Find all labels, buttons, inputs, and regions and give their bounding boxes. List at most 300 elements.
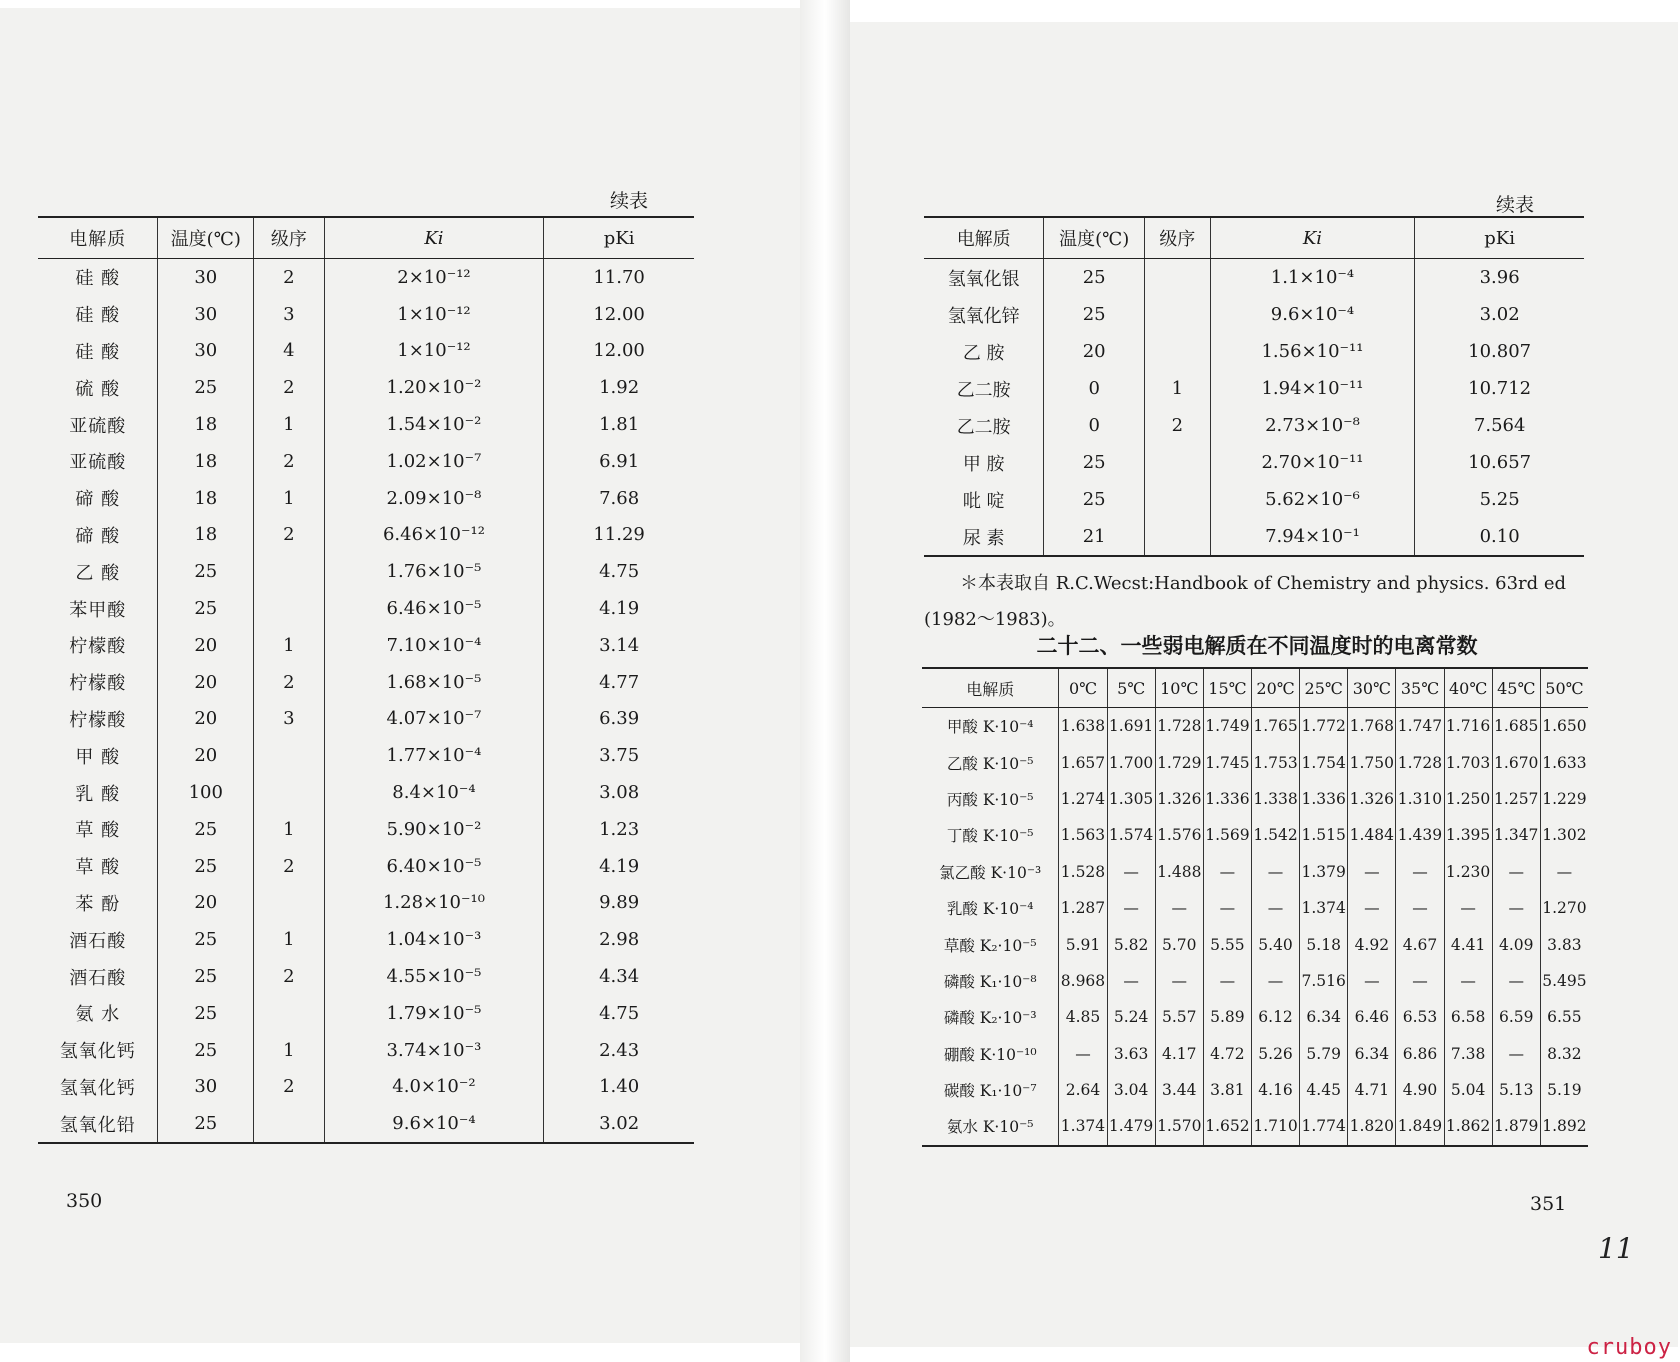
order-cell: [1145, 518, 1211, 556]
order-cell: 2: [254, 443, 325, 480]
electrolyte-cell: 硅 酸: [75, 341, 121, 363]
pki-cell: 7.564: [1415, 407, 1584, 444]
ki-cell: 2.73×10⁻⁸: [1210, 407, 1415, 444]
order-cell: 1: [254, 406, 325, 443]
book-spine: [800, 0, 850, 1362]
constant-cell: 1.230: [1444, 854, 1492, 890]
pki-cell: 4.77: [544, 664, 694, 701]
constant-cell: 5.24: [1107, 999, 1155, 1035]
table-row: [38, 848, 694, 885]
temperature-cell: 30: [158, 1069, 254, 1106]
electrolyte-cell: 乙二胺: [956, 416, 1011, 438]
header-order: 级序: [254, 217, 325, 259]
pki-cell: 3.08: [544, 774, 694, 811]
constant-cell: 1.750: [1348, 744, 1396, 780]
constant-cell: —: [1492, 854, 1540, 890]
electrolyte-cell: 亚硫酸: [69, 415, 127, 437]
temperature-cell: 20: [158, 737, 254, 774]
order-cell: [1145, 444, 1211, 481]
constant-cell: 5.495: [1540, 963, 1588, 999]
pki-cell: 10.712: [1415, 370, 1584, 407]
table-row: [924, 481, 1584, 518]
constant-cell: 1.862: [1444, 1108, 1492, 1145]
electrolyte-cell: 磷酸 K₂·10⁻³: [943, 1009, 1037, 1028]
order-cell: [254, 1105, 325, 1143]
constant-cell: 3.81: [1203, 1072, 1251, 1108]
constant-cell: —: [1251, 963, 1299, 999]
constant-cell: 1.728: [1396, 744, 1444, 780]
constant-cell: 1.768: [1348, 708, 1396, 745]
header-temperature-column: 40℃: [1444, 668, 1492, 708]
left-continued-label: 续表: [610, 190, 649, 212]
order-cell: [254, 553, 325, 590]
constant-cell: 1.336: [1203, 781, 1251, 817]
constant-cell: —: [1444, 963, 1492, 999]
constant-cell: —: [1251, 854, 1299, 890]
electrolyte-cell: 硼酸 K·10⁻¹⁰: [943, 1045, 1037, 1064]
constant-cell: 1.563: [1059, 817, 1107, 853]
constant-cell: 1.745: [1203, 744, 1251, 780]
constant-cell: 1.765: [1251, 708, 1299, 745]
pki-cell: 12.00: [544, 296, 694, 333]
order-cell: 1: [254, 921, 325, 958]
temperature-cell: 25: [158, 590, 254, 627]
electrolyte-cell: 乳 酸: [75, 783, 121, 805]
temperature-cell: 20: [1044, 333, 1145, 370]
temperature-cell: 20: [158, 627, 254, 664]
left-page-number: 350: [66, 1190, 103, 1212]
constant-cell: 1.749: [1203, 708, 1251, 745]
ki-cell: 1.76×10⁻⁵: [324, 553, 544, 590]
table-row: [922, 708, 1588, 745]
pki-cell: 4.75: [544, 553, 694, 590]
table-row: [924, 407, 1584, 444]
constant-cell: 1.302: [1540, 817, 1588, 853]
table-row: [924, 444, 1584, 481]
order-cell: [254, 590, 325, 627]
electrolyte-cell: 乙二胺: [956, 379, 1011, 401]
constant-cell: 6.53: [1396, 999, 1444, 1035]
constant-cell: —: [1396, 963, 1444, 999]
constant-cell: 1.439: [1396, 817, 1444, 853]
ki-cell: 2×10⁻¹²: [324, 259, 544, 296]
constant-cell: —: [1107, 890, 1155, 926]
table-row: [922, 963, 1588, 999]
temperature-cell: 18: [158, 443, 254, 480]
pki-cell: 1.23: [544, 811, 694, 848]
temperature-cell: 25: [158, 848, 254, 885]
order-cell: 2: [254, 848, 325, 885]
electrolyte-cell: 碳酸 K₁·10⁻⁷: [943, 1082, 1037, 1101]
temperature-cell: 100: [158, 774, 254, 811]
constant-cell: 5.57: [1155, 999, 1203, 1035]
order-cell: 1: [254, 480, 325, 517]
constant-cell: 1.710: [1251, 1108, 1299, 1145]
table-row: [38, 1032, 694, 1069]
constant-cell: 4.41: [1444, 926, 1492, 962]
temperature-cell: 25: [158, 369, 254, 406]
constant-cell: 1.479: [1107, 1108, 1155, 1145]
header-order: 级序: [1145, 217, 1211, 259]
order-cell: 1: [254, 1032, 325, 1069]
header-temperature-column: 50℃: [1540, 668, 1588, 708]
table-row: [38, 958, 694, 995]
header-temperature-column: 5℃: [1107, 668, 1155, 708]
pki-cell: 4.75: [544, 995, 694, 1032]
temperature-cell: 25: [158, 921, 254, 958]
constant-cell: 4.67: [1396, 926, 1444, 962]
electrolyte-cell: 氯乙酸 K·10⁻³: [939, 863, 1042, 882]
ki-cell: 1.02×10⁻⁷: [324, 443, 544, 480]
electrolyte-cell: 乙 酸: [75, 562, 121, 584]
temperature-cell: 25: [158, 958, 254, 995]
ki-cell: 7.94×10⁻¹: [1210, 518, 1415, 556]
constant-cell: 1.374: [1300, 890, 1348, 926]
electrolyte-cell: 乙 胺: [962, 342, 1005, 364]
constant-cell: —: [1396, 854, 1444, 890]
pki-cell: 6.91: [544, 443, 694, 480]
order-cell: [1145, 481, 1211, 518]
constant-cell: 6.46: [1348, 999, 1396, 1035]
constant-cell: 1.728: [1155, 708, 1203, 745]
constant-cell: 1.395: [1444, 817, 1492, 853]
right-table-header: [924, 217, 1584, 259]
header-temperature-column: 30℃: [1348, 668, 1396, 708]
order-cell: [1145, 259, 1211, 297]
constant-cell: —: [1540, 854, 1588, 890]
pki-cell: 12.00: [544, 333, 694, 370]
electrolyte-cell: 尿 素: [962, 527, 1005, 549]
electrolyte-cell: 柠檬酸: [69, 673, 127, 695]
electrolyte-cell: 氢氧化锌: [947, 305, 1020, 327]
table-row: [922, 999, 1588, 1035]
table-row: [922, 1072, 1588, 1108]
constant-cell: 5.18: [1300, 926, 1348, 962]
ki-cell: 1.04×10⁻³: [324, 921, 544, 958]
constant-cell: 1.250: [1444, 781, 1492, 817]
constant-cell: —: [1155, 890, 1203, 926]
constant-cell: —: [1107, 854, 1155, 890]
electrolyte-cell: 草酸 K₂·10⁻⁵: [943, 936, 1037, 955]
constant-cell: 1.774: [1300, 1108, 1348, 1145]
electrolyte-cell: 硅 酸: [75, 305, 121, 327]
pki-cell: 3.75: [544, 737, 694, 774]
pki-cell: 10.807: [1415, 333, 1584, 370]
constant-cell: 1.374: [1059, 1108, 1107, 1145]
constant-cell: 5.70: [1155, 926, 1203, 962]
ki-cell: 4.07×10⁻⁷: [324, 701, 544, 738]
electrolyte-cell: 氢氧化银: [947, 268, 1020, 290]
constant-cell: 5.89: [1203, 999, 1251, 1035]
constant-cell: —: [1203, 963, 1251, 999]
electrolyte-cell: 酒石酸: [69, 967, 127, 989]
order-cell: 2: [254, 517, 325, 554]
temperature-cell: 25: [1044, 444, 1145, 481]
header-temperature-column: 45℃: [1492, 668, 1540, 708]
header-temperature: 温度(℃): [1044, 217, 1145, 259]
constant-cell: 3.44: [1155, 1072, 1203, 1108]
constant-cell: 1.670: [1492, 744, 1540, 780]
ki-cell: 5.90×10⁻²: [324, 811, 544, 848]
pki-cell: 3.02: [544, 1105, 694, 1143]
ki-cell: 1×10⁻¹²: [324, 333, 544, 370]
constant-cell: —: [1492, 890, 1540, 926]
table-row: [38, 811, 694, 848]
header-electrolyte: 电解质: [922, 668, 1059, 708]
pki-cell: 6.39: [544, 701, 694, 738]
constant-cell: 4.71: [1348, 1072, 1396, 1108]
pki-cell: 2.43: [544, 1032, 694, 1069]
electrolyte-cell: 磷酸 K₁·10⁻⁸: [943, 972, 1037, 991]
temperature-cell: 25: [158, 1032, 254, 1069]
order-cell: 3: [254, 701, 325, 738]
constant-cell: 7.38: [1444, 1036, 1492, 1072]
constant-cell: 5.26: [1251, 1036, 1299, 1072]
ki-cell: 7.10×10⁻⁴: [324, 627, 544, 664]
electrolyte-cell: 碲 酸: [75, 525, 121, 547]
pki-cell: 0.10: [1415, 518, 1584, 556]
constant-cell: 1.515: [1300, 817, 1348, 853]
constant-cell: 3.83: [1540, 926, 1588, 962]
pki-cell: 4.19: [544, 590, 694, 627]
left-table-header: [38, 217, 694, 259]
table-row: [38, 443, 694, 480]
temperature-cell: 25: [1044, 296, 1145, 333]
ki-cell: 6.46×10⁻⁵: [324, 590, 544, 627]
table-row: [38, 1105, 694, 1143]
temperature-cell: 25: [158, 553, 254, 590]
constant-cell: 3.63: [1107, 1036, 1155, 1072]
electrolyte-cell: 甲酸 K·10⁻⁴: [946, 718, 1034, 737]
left-ionization-table: [38, 216, 694, 1144]
table-row: [38, 517, 694, 554]
temperature-cell: 25: [158, 1105, 254, 1143]
temperature-cell: 30: [158, 259, 254, 296]
order-cell: [1145, 296, 1211, 333]
right-ionization-table: [924, 216, 1584, 557]
constant-cell: 1.274: [1059, 781, 1107, 817]
constant-cell: 1.691: [1107, 708, 1155, 745]
watermark: cruboy: [1586, 1335, 1672, 1360]
electrolyte-cell: 氢氧化钙: [59, 1041, 136, 1063]
table-row: [38, 627, 694, 664]
constant-cell: 1.379: [1300, 854, 1348, 890]
temperature-cell: 21: [1044, 518, 1145, 556]
constant-cell: —: [1155, 963, 1203, 999]
header-temperature-column: 25℃: [1300, 668, 1348, 708]
constant-cell: 1.569: [1203, 817, 1251, 853]
constant-cell: —: [1203, 890, 1251, 926]
temperature-constants-table: [922, 667, 1588, 1147]
temperature-cell: 20: [158, 701, 254, 738]
constant-cell: 1.257: [1492, 781, 1540, 817]
ki-cell: 6.46×10⁻¹²: [324, 517, 544, 554]
pki-cell: 3.96: [1415, 259, 1584, 297]
electrolyte-cell: 草 酸: [75, 857, 121, 879]
pki-cell: 3.02: [1415, 296, 1584, 333]
table-row: [38, 406, 694, 443]
electrolyte-cell: 氢氧化钙: [59, 1077, 136, 1099]
constant-cell: 3.04: [1107, 1072, 1155, 1108]
handwritten-mark: 11: [1598, 1232, 1634, 1265]
header-electrolyte: 电解质: [38, 217, 158, 259]
table-row: [922, 744, 1588, 780]
electrolyte-cell: 甲 酸: [75, 746, 121, 768]
table-row: [922, 781, 1588, 817]
table-row: [38, 701, 694, 738]
constant-cell: 5.91: [1059, 926, 1107, 962]
constant-cell: 1.703: [1444, 744, 1492, 780]
electrolyte-cell: 氢氧化铅: [59, 1114, 136, 1136]
pki-cell: 1.92: [544, 369, 694, 406]
electrolyte-cell: 苯 酚: [75, 893, 121, 915]
constant-cell: —: [1348, 890, 1396, 926]
order-cell: 4: [254, 333, 325, 370]
constant-cell: 1.657: [1059, 744, 1107, 780]
pki-cell: 11.70: [544, 259, 694, 296]
electrolyte-cell: 乳酸 K·10⁻⁴: [946, 900, 1034, 919]
pki-cell: 1.81: [544, 406, 694, 443]
order-cell: 2: [254, 664, 325, 701]
constant-cell: 1.879: [1492, 1108, 1540, 1145]
constant-cell: 5.19: [1540, 1072, 1588, 1108]
table-row: [38, 921, 694, 958]
pki-cell: 5.25: [1415, 481, 1584, 518]
order-cell: 1: [254, 627, 325, 664]
electrolyte-cell: 酒石酸: [69, 930, 127, 952]
constant-cell: 1.700: [1107, 744, 1155, 780]
constant-cell: —: [1203, 854, 1251, 890]
table-row: [38, 333, 694, 370]
constant-cell: 8.968: [1059, 963, 1107, 999]
ki-cell: 2.70×10⁻¹¹: [1210, 444, 1415, 481]
constant-cell: 1.753: [1251, 744, 1299, 780]
constant-cell: 4.17: [1155, 1036, 1203, 1072]
ki-cell: 4.0×10⁻²: [324, 1069, 544, 1106]
electrolyte-cell: 碲 酸: [75, 489, 121, 511]
constant-cell: 4.16: [1251, 1072, 1299, 1108]
constant-cell: 1.305: [1107, 781, 1155, 817]
order-cell: 3: [254, 296, 325, 333]
constant-cell: 8.32: [1540, 1036, 1588, 1072]
constant-cell: 4.85: [1059, 999, 1107, 1035]
temperature-cell: 20: [158, 664, 254, 701]
constant-cell: 1.338: [1251, 781, 1299, 817]
order-cell: [254, 737, 325, 774]
constant-cell: 6.58: [1444, 999, 1492, 1035]
constant-cell: 1.270: [1540, 890, 1588, 926]
constant-cell: 5.79: [1300, 1036, 1348, 1072]
constant-cell: 1.638: [1059, 708, 1107, 745]
electrolyte-cell: 吡 啶: [962, 490, 1005, 512]
temperature-cell: 25: [158, 811, 254, 848]
constant-cell: —: [1492, 1036, 1540, 1072]
constant-cell: 1.729: [1155, 744, 1203, 780]
constant-cell: —: [1396, 890, 1444, 926]
electrolyte-cell: 氨 水: [75, 1004, 121, 1026]
ki-cell: 1.68×10⁻⁵: [324, 664, 544, 701]
ki-cell: 5.62×10⁻⁶: [1210, 481, 1415, 518]
order-cell: 2: [1145, 407, 1211, 444]
constant-cell: 1.650: [1540, 708, 1588, 745]
table-row: [922, 890, 1588, 926]
constant-cell: 6.34: [1348, 1036, 1396, 1072]
order-cell: 2: [254, 1069, 325, 1106]
table-row: [924, 296, 1584, 333]
header-electrolyte: 电解质: [924, 217, 1044, 259]
ki-cell: 1.77×10⁻⁴: [324, 737, 544, 774]
constant-cell: 5.55: [1203, 926, 1251, 962]
pki-cell: 4.19: [544, 848, 694, 885]
constant-cell: —: [1107, 963, 1155, 999]
constant-cell: —: [1348, 963, 1396, 999]
table-row: [924, 370, 1584, 407]
order-cell: 2: [254, 369, 325, 406]
ki-cell: 1.20×10⁻²: [324, 369, 544, 406]
table-row: [38, 296, 694, 333]
table-row: [38, 774, 694, 811]
electrolyte-cell: 亚硫酸: [69, 452, 127, 474]
constant-cell: 1.772: [1300, 708, 1348, 745]
constant-cell: —: [1444, 890, 1492, 926]
constant-cell: 6.59: [1492, 999, 1540, 1035]
constant-cell: 1.310: [1396, 781, 1444, 817]
right-page-number: 351: [1530, 1193, 1567, 1215]
table-row: [38, 1069, 694, 1106]
constant-cell: 1.528: [1059, 854, 1107, 890]
header-temperature-column: 0℃: [1059, 668, 1107, 708]
ki-cell: 1.54×10⁻²: [324, 406, 544, 443]
constant-cell: 1.484: [1348, 817, 1396, 853]
constant-cell: 4.09: [1492, 926, 1540, 962]
table-row: [922, 1108, 1588, 1145]
temperature-cell: 18: [158, 517, 254, 554]
constant-cell: —: [1348, 854, 1396, 890]
table-row: [38, 553, 694, 590]
constant-cell: 1.747: [1396, 708, 1444, 745]
ki-cell: 1.1×10⁻⁴: [1210, 259, 1415, 297]
temperature-cell: 0: [1044, 370, 1145, 407]
constant-cell: 1.488: [1155, 854, 1203, 890]
table-row: [922, 1036, 1588, 1072]
constant-cell: 1.576: [1155, 817, 1203, 853]
constant-cell: 1.754: [1300, 744, 1348, 780]
header-temperature-column: 35℃: [1396, 668, 1444, 708]
ki-cell: 1.56×10⁻¹¹: [1210, 333, 1415, 370]
constant-cell: 7.516: [1300, 963, 1348, 999]
temperature-cell: 0: [1044, 407, 1145, 444]
table-row: [924, 518, 1584, 556]
constant-cell: 1.574: [1107, 817, 1155, 853]
table-row: [38, 259, 694, 296]
table-row: [38, 369, 694, 406]
electrolyte-cell: 氨水 K·10⁻⁵: [946, 1118, 1034, 1137]
pki-cell: 1.40: [544, 1069, 694, 1106]
electrolyte-cell: 硫 酸: [75, 378, 121, 400]
constant-cell: 1.542: [1251, 817, 1299, 853]
header-temperature-column: 10℃: [1155, 668, 1203, 708]
pki-cell: 7.68: [544, 480, 694, 517]
constant-cell: 6.12: [1251, 999, 1299, 1035]
constant-cell: —: [1492, 963, 1540, 999]
electrolyte-cell: 硅 酸: [75, 268, 121, 290]
table-row: [922, 854, 1588, 890]
constant-cell: 5.04: [1444, 1072, 1492, 1108]
constant-cell: 4.72: [1203, 1036, 1251, 1072]
constant-cell: 6.55: [1540, 999, 1588, 1035]
header-ki: Ki: [324, 217, 544, 259]
constant-cell: 1.652: [1203, 1108, 1251, 1145]
